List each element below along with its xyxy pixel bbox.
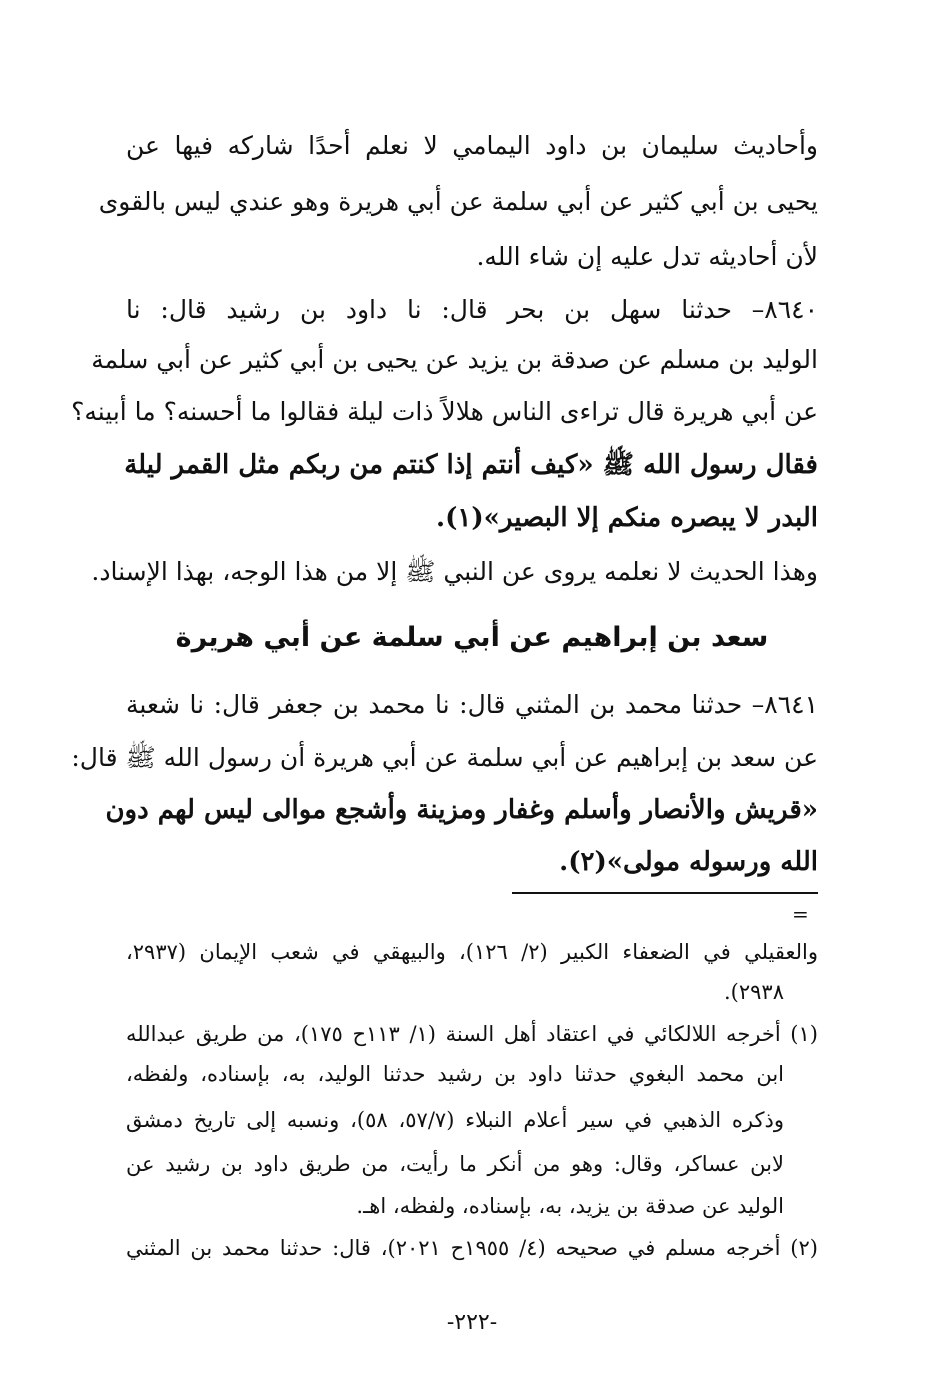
hadith-8640-line: ٨٦٤٠– حدثنا سهل بن بحر قال: نا داود بن رشيد قال: نا (126, 295, 818, 324)
hadith-quote-line: فقال رسول الله ﷺ «كيف أنتم إذا كنتم من ربكم مثل القمر ليلة (124, 450, 818, 480)
body-line: الوليد بن مسلم عن صدقة بن يزيد عن يحيى بن أبي كثير عن أبي سلمة (91, 345, 818, 374)
hadith-quote-line: البدر لا يبصره منكم إلا البصير»(١). (436, 503, 818, 533)
footnote-line: وذكره الذهبي في سير أعلام النبلاء (٥٧/٧، ٥٨)، ونسبه إلى تاريخ دمشق (126, 1108, 785, 1132)
footnote-line: ابن محمد البغوي حدثنا داود بن رشيد حدثنا الوليد، به، بإسناده، ولفظه، (126, 1062, 784, 1086)
footnote-line: لابن عساكر، وقال: وهو من أنكر ما رأيت، من طريق داود بن رشيد عن (126, 1152, 784, 1176)
footnote-1-line: (١) أخرجه اللالكائي في اعتقاد أهل السنة (١/ ١١٣ح ١٧٥)، من طريق عبدالله (126, 1022, 818, 1046)
footnote-line: والعقيلي في الضعفاء الكبير (٢/ ١٢٦)، والبيهقي في شعب الإيمان (٢٩٣٧، (126, 940, 818, 964)
body-line: لأن أحاديثه تدل عليه إن شاء الله. (476, 242, 818, 271)
body-line: وهذا الحديث لا نعلمه يروى عن النبي ﷺ إلا من هذا الوجه، بهذا الإسناد. (91, 557, 818, 586)
body-line: يحيى بن أبي كثير عن أبي سلمة عن أبي هريرة وهو عندي ليس بالقوى (98, 187, 818, 216)
body-line: عن سعد بن إبراهيم عن أبي سلمة عن أبي هريرة أن رسول الله ﷺ قال: (71, 743, 818, 772)
footnote-separator (512, 892, 818, 894)
footnote-line: الوليد عن صدقة بن يزيد، به، بإسناده، ولفظه، اهـ. (356, 1194, 784, 1218)
footnote-line: ٢٩٣٨). (724, 980, 784, 1004)
body-line: وأحاديث سليمان بن داود اليمامي لا نعلم أحدًا شاركه فيها عن (126, 131, 818, 160)
section-heading: سعد بن إبراهيم عن أبي سلمة عن أبي هريرة (175, 622, 769, 653)
hadith-quote-line: الله ورسوله مولى»(٢). (559, 847, 818, 877)
hadith-quote-line: «قريش والأنصار وأسلم وغفار ومزينة وأشجع موالى ليس لهم دون (105, 795, 818, 825)
page-number: -٢٢٢- (446, 1310, 498, 1335)
footnote-continuation-marker: = (792, 902, 809, 926)
body-line: عن أبي هريرة قال تراءى الناس هلالاً ذات ليلة فقالوا ما أحسنه؟ ما أبينه؟ (71, 397, 818, 426)
footnote-2-line: (٢) أخرجه مسلم في صحيحه (٤/ ١٩٥٥ح ٢٠٢١)، قال: حدثنا محمد بن المثني (126, 1236, 818, 1260)
hadith-8641-line: ٨٦٤١– حدثنا محمد بن المثني قال: نا محمد بن جعفر قال: نا شعبة (126, 690, 818, 719)
